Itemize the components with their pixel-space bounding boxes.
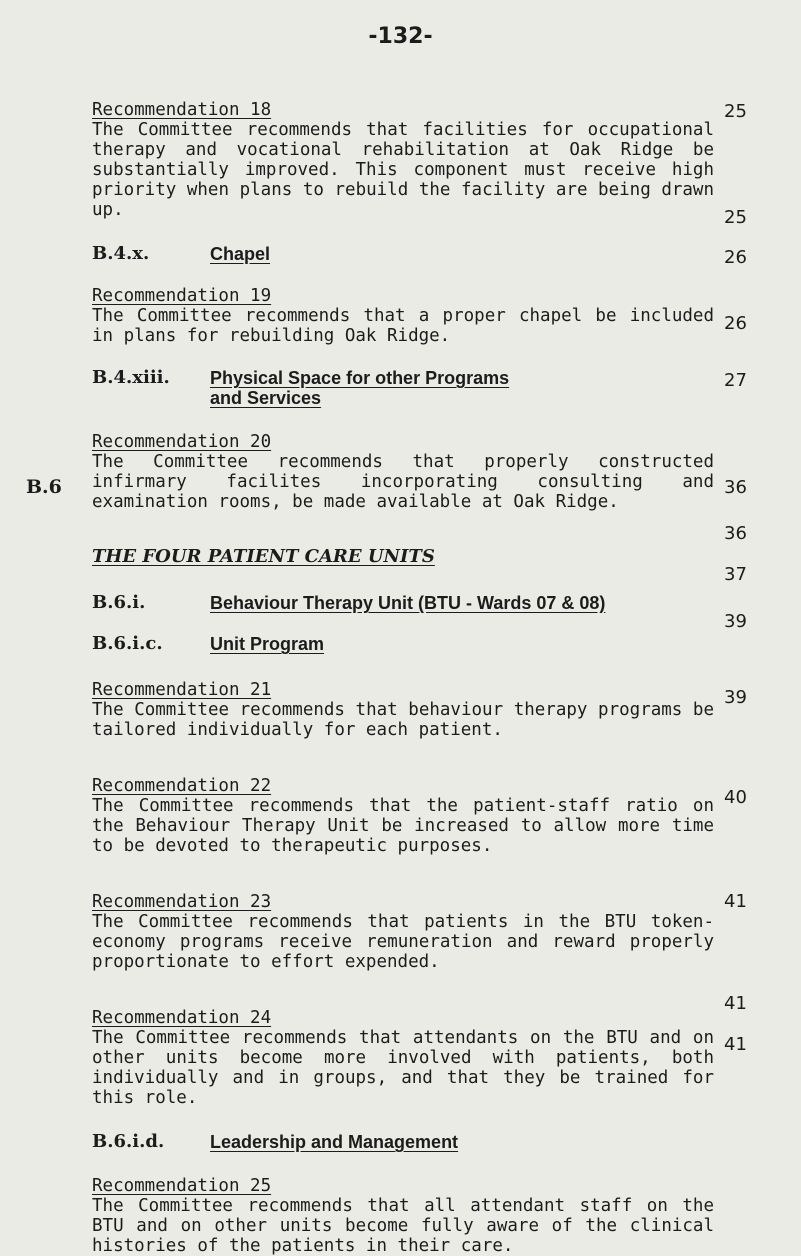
recommendation-text: The Committee recommends that a proper chapel be included in plans for rebuilding Oak Ridge. bbox=[92, 306, 714, 346]
recommendation-text: The Committee recommends that behaviour therapy programs be tailored individually for each patient. bbox=[92, 700, 714, 740]
recommendation-19 bbox=[92, 286, 714, 346]
page-ref: 25 bbox=[724, 207, 747, 228]
recommendation-title: Recommendation 25 bbox=[92, 1176, 272, 1196]
recommendation-text: The Committee recommends that attendants on the BTU and on other units become more involved with patients, both individually and in groups, and that they be trained for this role. bbox=[92, 1028, 714, 1108]
section-code: B.4.xiii. bbox=[92, 367, 170, 388]
section-title: Leadership and Management bbox=[210, 1132, 459, 1152]
section-title: Physical Space for other Programs and Services bbox=[210, 368, 510, 408]
recommendation-text: The Committee recommends that facilities for occupational therapy and vocational rehabilitation at Oak Ridge be substantially improved. This component must receive high priority when plans to rebuild the facility are being drawn up. bbox=[92, 120, 714, 220]
recommendation-25 bbox=[92, 1176, 714, 1256]
recommendation-20 bbox=[92, 432, 714, 512]
recommendation-18 bbox=[92, 100, 714, 220]
recommendation-text: The Committee recommends that the patient-staff ratio on the Behaviour Therapy Unit be increased to allow more time to be devoted to therapeutic purposes. bbox=[92, 796, 714, 856]
section-code: B.6.i. bbox=[92, 592, 146, 613]
page-ref: 26 bbox=[724, 247, 747, 268]
recommendation-title: Recommendation 20 bbox=[92, 432, 272, 452]
section-b6id bbox=[92, 1132, 714, 1152]
section-b4x bbox=[92, 244, 714, 264]
recommendation-21 bbox=[92, 680, 714, 740]
page-ref: 40 bbox=[724, 787, 747, 808]
page-number: -132- bbox=[368, 24, 433, 49]
section-code: B.6.i.c. bbox=[92, 633, 163, 654]
page-ref: 36 bbox=[724, 523, 747, 544]
recommendation-23 bbox=[92, 892, 714, 972]
page-ref: 26 bbox=[724, 313, 747, 334]
section-code: B.4.x. bbox=[92, 243, 150, 264]
page-ref: 41 bbox=[724, 993, 747, 1014]
recommendation-24 bbox=[92, 1008, 714, 1108]
section-b6i bbox=[92, 593, 714, 613]
section-title: Unit Program bbox=[210, 634, 325, 654]
recommendation-text: The Committee recommends that all attendant staff on the BTU and on other units become fully aware of the clinical histories of the patients in their care. bbox=[92, 1196, 714, 1256]
recommendation-text: The Committee recommends that patients in the BTU token-economy programs receive remuneration and reward properly proportionate to effort expended. bbox=[92, 912, 714, 972]
page-ref: 39 bbox=[724, 687, 747, 708]
recommendation-text: The Committee recommends that properly constructed infirmary facilites incorporating consulting and examination rooms, be made available at Oak Ridge. bbox=[92, 452, 714, 512]
units-heading-block bbox=[92, 546, 714, 567]
page-ref: 36 bbox=[724, 477, 747, 498]
page-ref: 41 bbox=[724, 1034, 747, 1055]
section-heading: THE FOUR PATIENT CARE UNITS bbox=[92, 546, 435, 567]
page-ref: 27 bbox=[724, 370, 747, 391]
recommendation-title: Recommendation 18 bbox=[92, 100, 272, 120]
page-ref: 41 bbox=[724, 891, 747, 912]
section-b6ic bbox=[92, 634, 714, 654]
recommendation-title: Recommendation 19 bbox=[92, 286, 272, 306]
recommendation-title: Recommendation 23 bbox=[92, 892, 272, 912]
section-title: Behaviour Therapy Unit (BTU - Wards 07 & 08) bbox=[210, 593, 606, 613]
page-reference-column bbox=[724, 0, 794, 1182]
page-ref: 37 bbox=[724, 564, 747, 585]
recommendation-title: Recommendation 22 bbox=[92, 776, 272, 796]
recommendation-22 bbox=[92, 776, 714, 856]
section-code: B.6.i.d. bbox=[92, 1131, 165, 1152]
page-ref: 25 bbox=[724, 101, 747, 122]
page-ref: 39 bbox=[724, 611, 747, 632]
recommendation-title: Recommendation 24 bbox=[92, 1008, 272, 1028]
recommendation-title: Recommendation 21 bbox=[92, 680, 272, 700]
section-title: Chapel bbox=[210, 244, 271, 264]
margin-section-label: B.6 bbox=[26, 476, 62, 498]
section-b4xiii bbox=[92, 368, 714, 408]
recommendations-list bbox=[92, 100, 714, 1256]
